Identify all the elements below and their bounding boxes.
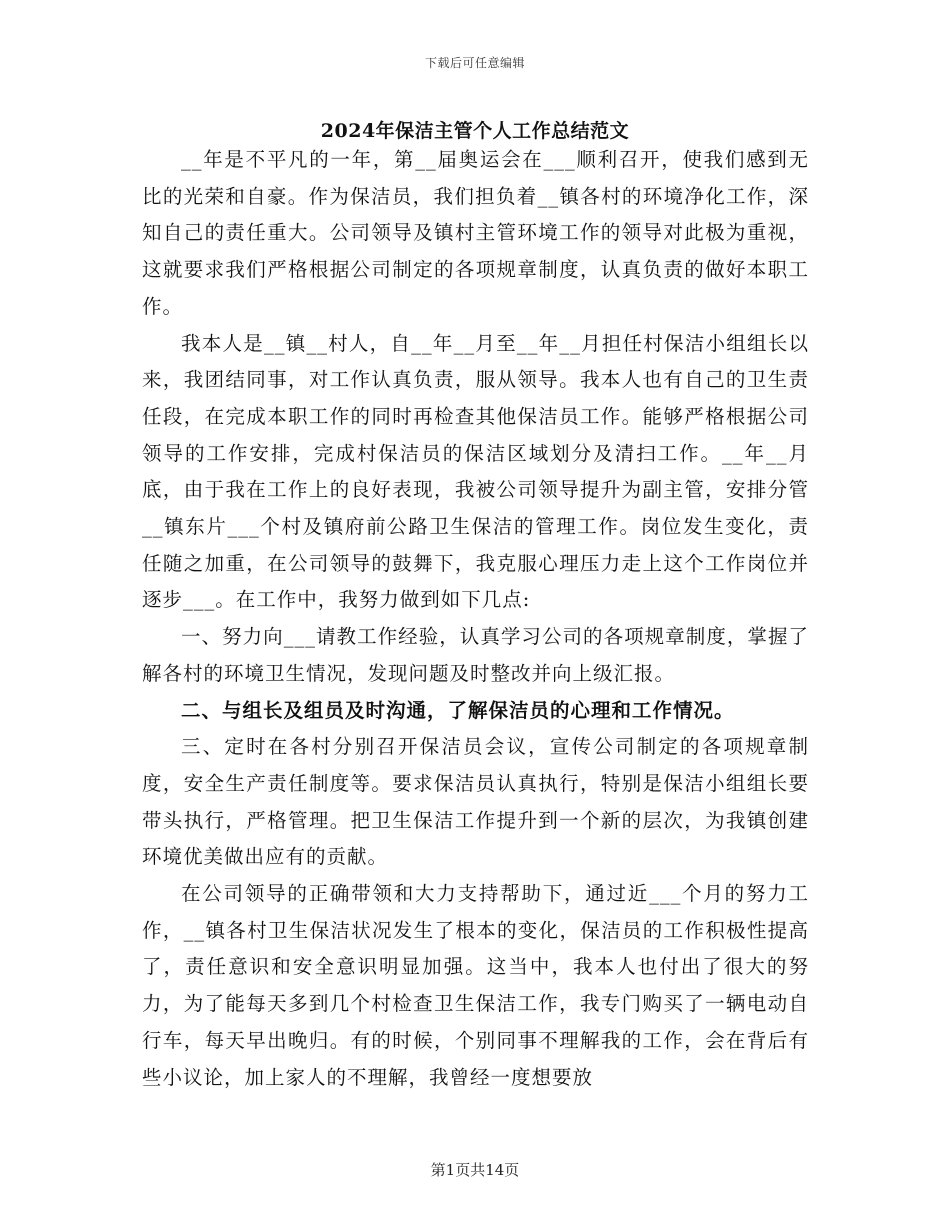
page-header: 下载后可任意编辑 bbox=[424, 56, 525, 70]
document-body bbox=[142, 142, 809, 1096]
paragraph-point-two: 二、与组长及组员及时沟通，了解保洁员的心理和工作情况。 bbox=[181, 698, 735, 722]
page-number: 第1页共14页 bbox=[430, 1161, 520, 1179]
paragraph-results: 在公司领导的正确带领和大力支持帮助下，通过近___个月的努力工作，__镇各村卫生保洁状况发生了根本的变化，保洁员的工作积极性提高了，责任意识和安全意识明显加强。这当中，我本人也付出了很大的努力，为了能每天多到几个村检查卫生保洁工作，我专门购买了一辆电动自行车，每天早出晚归。有的时候，个别同事不理解我的工作，会在背后有些小议论，加上家人的不理解，我曾经一度想要放 bbox=[142, 882, 809, 1089]
document-title: 2024年保洁主管个人工作总结范文 bbox=[320, 120, 630, 142]
paragraph-intro: __年是不平凡的一年，第__届奥运会在___顺利召开，使我们感到无比的光荣和自豪。作为保洁员，我们担负着__镇各村的环境净化工作，深知自己的责任重大。公司领导及镇村主管环境工作的领导对此极为重视，这就要求我们严格根据公司制定的各项规章制度，认真负责的做好本职工作。 bbox=[142, 148, 809, 318]
paragraph-background: 我本人是__镇__村人，自__年__月至__年__月担任村保洁小组组长以来，我团结同事，对工作认真负责，服从领导。我本人也有自己的卫生责任段，在完成本职工作的同时再检查其他保洁员工作。能够严格根据公司领导的工作安排，完成村保洁员的保洁区域划分及清扫工作。__年__月底，由于我在工作上的良好表现，我被公司领导提升为副主管，安排分管__镇东片___个村及镇府前公路卫生保洁的管理工作。岗位发生变化，责任随之加重，在公司领导的鼓舞下，我克服心理压力走上这个工作岗位并逐步___。在工作中，我努力做到如下几点: bbox=[142, 331, 809, 612]
paragraph-point-one: 一、努力向___请教工作经验，认真学习公司的各项规章制度，掌握了解各村的环境卫生情况，发现问题及时整改并向上级汇报。 bbox=[142, 625, 809, 685]
paragraph-point-three: 三、定时在各村分别召开保洁员会议，宣传公司制定的各项规章制度，安全生产责任制度等。要求保洁员认真执行，特别是保洁小组组长要带头执行，严格管理。把卫生保洁工作提升到一个新的层次，为我镇创建环境优美做出应有的贡献。 bbox=[142, 735, 809, 869]
